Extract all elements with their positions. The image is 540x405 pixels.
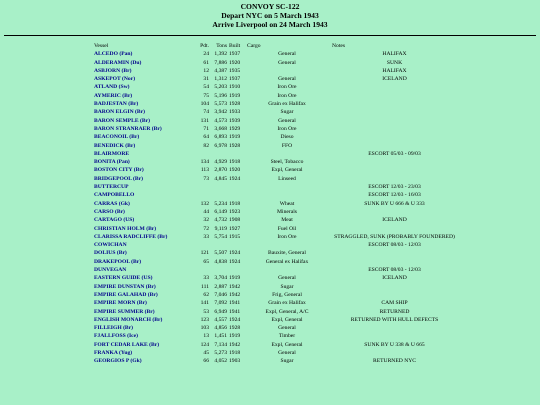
cell-pdt: 103 bbox=[200, 325, 209, 332]
cell-vessel: BADJESTAN (Br) bbox=[94, 101, 139, 108]
cell-pdt: 75 bbox=[203, 92, 209, 99]
cell-built: 1919 bbox=[229, 134, 241, 141]
cell-vessel: AYMERIC (Br) bbox=[94, 92, 133, 99]
cell-vessel: EMPIRE DUNSTAN (Br) bbox=[94, 283, 156, 290]
cell-vessel: EMPIRE MORN (Br) bbox=[94, 300, 147, 307]
table-row bbox=[0, 357, 462, 365]
table-row bbox=[0, 158, 462, 166]
cell-notes: HALIFAX bbox=[382, 51, 407, 58]
cell-pdt: 62 bbox=[203, 291, 209, 298]
cell-pdt: 104 bbox=[200, 101, 209, 108]
cell-pdt: 45 bbox=[203, 349, 209, 356]
cell-vessel: FORT CEDAR LAKE (Br) bbox=[94, 341, 160, 348]
cell-built: 1924 bbox=[229, 175, 241, 182]
cell-cargo: Iron Ore bbox=[277, 233, 297, 240]
cell-built: 1918 bbox=[229, 349, 241, 356]
table-row bbox=[0, 299, 462, 307]
col-pdt: Pdt. bbox=[200, 43, 209, 49]
cell-cargo: General bbox=[278, 51, 296, 58]
cell-tons: 7,134 bbox=[214, 341, 227, 348]
cell-built: 1939 bbox=[229, 117, 241, 124]
table-row bbox=[0, 150, 462, 158]
cell-notes: ESCORT 08/03 - 12/03 bbox=[368, 242, 421, 249]
cell-pdt: 121 bbox=[200, 250, 209, 257]
cell-vessel: CARSO (Br) bbox=[94, 208, 125, 215]
cell-vessel: DRAKEPOOL (Br) bbox=[94, 258, 142, 265]
cell-notes: ESCORT 08/03 - 12/03 bbox=[368, 267, 421, 274]
cell-pdt bbox=[188, 241, 210, 249]
cell-vessel: CARTAGO (US) bbox=[94, 217, 135, 224]
cell-pdt: 73 bbox=[203, 175, 209, 182]
table-row bbox=[0, 225, 462, 233]
cell-built: 1920 bbox=[229, 59, 241, 66]
cell-built: 1924 bbox=[229, 316, 241, 323]
cell-cargo: Dieso bbox=[280, 134, 294, 141]
cell-cargo: Linseed bbox=[278, 175, 296, 182]
cell-tons: 1,392 bbox=[214, 51, 227, 58]
table-row bbox=[0, 166, 462, 174]
cell-tons bbox=[210, 183, 228, 191]
cell-built: 1915 bbox=[229, 233, 241, 240]
cell-notes bbox=[327, 332, 462, 340]
col-notes: Notes bbox=[332, 43, 346, 49]
cell-tons bbox=[210, 150, 228, 158]
table-row bbox=[0, 341, 462, 349]
cell-cargo: Timber bbox=[278, 333, 296, 340]
cell-pdt: 141 bbox=[200, 300, 209, 307]
cell-notes bbox=[327, 133, 462, 141]
table-row bbox=[0, 59, 462, 67]
cell-vessel: BARON SEMPLE (Br) bbox=[94, 117, 150, 124]
cell-vessel: BOSTON CITY (Br) bbox=[94, 167, 144, 174]
cell-notes: ESCORT 12/03 - 16/03 bbox=[368, 192, 421, 199]
cell-notes bbox=[327, 283, 462, 291]
cell-vessel: BRIDGEPOOL (Br) bbox=[94, 175, 143, 182]
cell-pdt: 72 bbox=[203, 225, 209, 232]
cell-vessel: BARON STRANRAER (Br) bbox=[94, 125, 162, 132]
table-row bbox=[0, 108, 462, 116]
cell-notes: RETURNED bbox=[379, 308, 410, 315]
cell-built: 1929 bbox=[229, 125, 241, 132]
cell-notes: ESCORT 12/03 - 23/03 bbox=[368, 184, 421, 191]
cell-notes: ICELAND bbox=[382, 217, 407, 224]
cell-pdt bbox=[188, 150, 210, 158]
cell-built: 1924 bbox=[229, 258, 241, 265]
cell-cargo: General bbox=[278, 325, 296, 332]
cell-built: 1928 bbox=[229, 325, 241, 332]
table-row bbox=[0, 332, 462, 340]
cell-notes: ESCORT 05/03 - 09/03 bbox=[368, 150, 421, 157]
cell-notes bbox=[327, 258, 462, 266]
cell-tons: 7,092 bbox=[214, 300, 227, 307]
cell-tons: 4,387 bbox=[214, 67, 227, 74]
cell-pdt: 65 bbox=[203, 258, 209, 265]
cell-vessel: ENGLISH MONARCH (Br) bbox=[94, 316, 163, 323]
cell-built bbox=[228, 183, 247, 191]
cell-notes bbox=[327, 142, 462, 150]
cell-vessel: GEORGIOS P (Gk) bbox=[94, 358, 142, 365]
col-vessel: Vessel bbox=[94, 43, 109, 49]
cell-cargo: Sugar bbox=[280, 358, 294, 365]
cell-cargo: General bbox=[278, 275, 296, 282]
cell-pdt: 123 bbox=[200, 316, 209, 323]
table-row bbox=[0, 125, 462, 133]
table-row bbox=[0, 83, 462, 91]
cell-pdt: 33 bbox=[203, 233, 209, 240]
cell-cargo: Expl, General, A/C bbox=[265, 308, 309, 315]
cell-cargo: Expl, General bbox=[271, 167, 303, 174]
cell-built: 1942 bbox=[229, 283, 241, 290]
cell-cargo: General ex Halifax bbox=[265, 258, 309, 265]
table-row bbox=[0, 142, 462, 150]
cell-built: 1928 bbox=[229, 101, 241, 108]
cell-tons: 4,052 bbox=[214, 358, 227, 365]
cell-built: 1918 bbox=[229, 200, 241, 207]
cell-vessel: FRANKA (Yug) bbox=[94, 349, 133, 356]
cell-pdt: 74 bbox=[203, 109, 209, 116]
cell-built: 1910 bbox=[229, 84, 241, 91]
cell-vessel: CARRAS (Gk) bbox=[94, 200, 130, 207]
col-cargo: Cargo bbox=[247, 43, 261, 49]
cell-cargo: Bauxite, General bbox=[268, 250, 306, 257]
cell-pdt: 132 bbox=[200, 200, 209, 207]
table-row bbox=[0, 308, 462, 316]
depart-line: Depart NYC on 5 March 1943 bbox=[221, 10, 319, 20]
cell-vessel: BLAIRMORE bbox=[94, 150, 130, 157]
cell-notes bbox=[327, 108, 462, 116]
cell-tons: 4,856 bbox=[214, 325, 227, 332]
cell-notes bbox=[327, 225, 462, 233]
cell-tons: 2,887 bbox=[214, 283, 227, 290]
cell-tons: 9,119 bbox=[214, 225, 227, 232]
cell-tons: 7,046 bbox=[214, 291, 227, 298]
cell-cargo: Iron Ore bbox=[277, 92, 297, 99]
cell-notes bbox=[327, 83, 462, 91]
cell-built: 1918 bbox=[229, 159, 241, 166]
cell-vessel: EMPIRE GALAHAD (Br) bbox=[94, 291, 158, 298]
cell-vessel: CHRISTIAN HOLM (Br) bbox=[94, 225, 157, 232]
cell-notes: STRAGGLED, SUNK (PROBABLY FOUNDERED) bbox=[334, 233, 455, 240]
cell-built: 1924 bbox=[229, 250, 241, 257]
cell-notes bbox=[327, 117, 462, 125]
cell-tons: 6,149 bbox=[214, 208, 227, 215]
cell-tons: 5,273 bbox=[214, 349, 227, 356]
cell-vessel: ALDERAMIN (Du) bbox=[94, 59, 142, 66]
cell-tons: 5,234 bbox=[214, 200, 227, 207]
cell-cargo: Sugar bbox=[280, 109, 294, 116]
cell-cargo bbox=[247, 67, 327, 75]
cell-tons: 1,312 bbox=[214, 76, 227, 83]
table-row bbox=[0, 50, 462, 58]
cell-notes bbox=[327, 166, 462, 174]
cell-tons: 2,870 bbox=[214, 167, 227, 174]
cell-built: 1942 bbox=[229, 341, 241, 348]
cell-built bbox=[228, 150, 247, 158]
cell-tons: 1,451 bbox=[214, 333, 227, 340]
cell-built: 1928 bbox=[229, 142, 241, 149]
cell-vessel: BENEDICK (Br) bbox=[94, 142, 136, 149]
cell-vessel: ALCEDO (Pan) bbox=[94, 51, 133, 58]
cell-vessel: EMPIRE SUMMER (Br) bbox=[94, 308, 155, 315]
cell-notes: SUNK bbox=[386, 59, 403, 66]
cell-pdt: 71 bbox=[203, 125, 209, 132]
cell-vessel: DOLIUS (Br) bbox=[94, 250, 127, 257]
convoy-table bbox=[0, 42, 462, 366]
table-header-row bbox=[0, 42, 462, 50]
table-row bbox=[0, 67, 462, 75]
cell-tons: 3,704 bbox=[214, 275, 227, 282]
cell-vessel: BUTTERCUP bbox=[94, 184, 129, 191]
cell-vessel: ASKEPOT (Nor) bbox=[94, 76, 136, 83]
cell-built: 1935 bbox=[229, 67, 241, 74]
cell-notes: ICELAND bbox=[382, 275, 407, 282]
cell-cargo: Expl, General bbox=[271, 341, 303, 348]
arrive-line: Arrive Liverpool on 24 March 1943 bbox=[212, 19, 328, 29]
cell-cargo: Iron Ore bbox=[277, 84, 297, 91]
cell-vessel: BONITA (Pan) bbox=[94, 159, 130, 166]
table-row bbox=[0, 75, 462, 83]
cell-built: 1941 bbox=[229, 308, 241, 315]
cell-built: 1937 bbox=[229, 76, 241, 83]
cell-built bbox=[228, 266, 247, 274]
cell-cargo: Grain ex Halifax bbox=[268, 101, 306, 108]
cell-built: 1933 bbox=[229, 109, 241, 116]
table-row bbox=[0, 183, 462, 191]
cell-cargo bbox=[247, 150, 327, 158]
cell-built: 1941 bbox=[229, 300, 241, 307]
table-row bbox=[0, 233, 462, 241]
table-row bbox=[0, 349, 462, 357]
table-row bbox=[0, 216, 462, 224]
cell-vessel: ASBJORN (Br) bbox=[94, 67, 132, 74]
cell-vessel: CAMPOBELLO bbox=[94, 192, 135, 199]
col-built: Built bbox=[229, 43, 241, 49]
cell-tons: 4,573 bbox=[214, 117, 227, 124]
cell-tons bbox=[210, 266, 228, 274]
cell-tons: 5,507 bbox=[214, 250, 227, 257]
cell-tons: 5,196 bbox=[214, 92, 227, 99]
cell-tons: 5,573 bbox=[214, 101, 227, 108]
cell-tons bbox=[210, 191, 228, 199]
cell-pdt bbox=[188, 183, 210, 191]
table-row bbox=[0, 241, 462, 249]
table-row bbox=[0, 191, 462, 199]
table-row bbox=[0, 200, 462, 208]
cell-cargo: Sugar bbox=[280, 283, 294, 290]
cell-pdt: 44 bbox=[203, 208, 209, 215]
cell-tons bbox=[210, 241, 228, 249]
cell-notes: HALIFAX bbox=[382, 67, 407, 74]
table-row bbox=[0, 283, 462, 291]
cell-tons: 6,893 bbox=[214, 134, 227, 141]
cell-built: 1919 bbox=[229, 333, 241, 340]
cell-built: 1903 bbox=[229, 358, 241, 365]
cell-pdt: 53 bbox=[203, 308, 209, 315]
cell-vessel: BEACONOIL (Br) bbox=[94, 134, 140, 141]
cell-tons: 4,557 bbox=[214, 316, 227, 323]
cell-cargo bbox=[247, 183, 327, 191]
cell-built: 1908 bbox=[229, 217, 241, 224]
cell-pdt: 124 bbox=[200, 341, 209, 348]
cell-tons: 5,754 bbox=[214, 233, 227, 240]
cell-pdt: 134 bbox=[200, 159, 209, 166]
cell-pdt: 64 bbox=[203, 134, 209, 141]
cell-notes bbox=[327, 125, 462, 133]
cell-tons: 4,929 bbox=[214, 159, 227, 166]
table-row bbox=[0, 274, 462, 282]
cell-tons: 6,949 bbox=[214, 308, 227, 315]
cell-pdt: 32 bbox=[203, 217, 209, 224]
cell-notes: ICELAND bbox=[382, 76, 407, 83]
col-tons: Tons bbox=[216, 43, 227, 49]
cell-cargo: Expl, General bbox=[271, 316, 303, 323]
cell-pdt bbox=[188, 266, 210, 274]
table-row bbox=[0, 316, 462, 324]
cell-pdt: 82 bbox=[203, 142, 209, 149]
cell-cargo: FFO bbox=[281, 142, 293, 149]
cell-vessel: DUNVEGAN bbox=[94, 267, 127, 274]
table-row bbox=[0, 100, 462, 108]
cell-cargo bbox=[247, 191, 327, 199]
cell-notes bbox=[327, 349, 462, 357]
cell-cargo: Fuel Oil bbox=[277, 225, 297, 232]
cell-pdt bbox=[188, 191, 210, 199]
cell-vessel: CLARISSA RADCLIFFE (Br) bbox=[94, 233, 168, 240]
cell-pdt: 24 bbox=[203, 51, 209, 58]
table-row bbox=[0, 133, 462, 141]
convoy-header bbox=[0, 0, 540, 29]
cell-built: 1919 bbox=[229, 92, 241, 99]
cell-tons: 5,203 bbox=[214, 84, 227, 91]
cell-notes bbox=[327, 291, 462, 299]
cell-tons: 3,942 bbox=[214, 109, 227, 116]
cell-cargo: General bbox=[278, 59, 296, 66]
cell-built: 1937 bbox=[229, 51, 241, 58]
cell-vessel: ATLAND (Sw) bbox=[94, 84, 130, 91]
cell-built bbox=[228, 241, 247, 249]
cell-pdt: 61 bbox=[203, 59, 209, 66]
cell-pdt: 12 bbox=[203, 67, 209, 74]
cell-vessel: FILLEIGH (Br) bbox=[94, 325, 134, 332]
cell-tons: 4,732 bbox=[214, 217, 227, 224]
table-row bbox=[0, 117, 462, 125]
cell-pdt: 66 bbox=[203, 358, 209, 365]
table-row bbox=[0, 175, 462, 183]
cell-tons: 7,886 bbox=[214, 59, 227, 66]
cell-tons: 3,668 bbox=[214, 125, 227, 132]
convoy-title: CONVOY SC-122 bbox=[240, 2, 300, 11]
cell-tons: 6,978 bbox=[214, 142, 227, 149]
cell-cargo: General bbox=[278, 349, 296, 356]
cell-cargo: Wheat bbox=[279, 200, 295, 207]
cell-built: 1942 bbox=[229, 291, 241, 298]
cell-notes bbox=[327, 249, 462, 257]
table-row bbox=[0, 249, 462, 257]
header-divider bbox=[4, 35, 536, 36]
cell-notes bbox=[327, 92, 462, 100]
cell-cargo: Meat bbox=[281, 217, 293, 224]
cell-cargo: Frig, General bbox=[272, 291, 302, 298]
cell-cargo: Steel, Tobacco bbox=[270, 159, 304, 166]
cell-notes bbox=[327, 158, 462, 166]
cell-notes: SUNK BY U 338 & U 665 bbox=[364, 341, 425, 348]
table-row bbox=[0, 324, 462, 332]
cell-cargo bbox=[247, 266, 327, 274]
table-row bbox=[0, 291, 462, 299]
cell-pdt: 113 bbox=[200, 167, 209, 174]
cell-tons: 4,845 bbox=[214, 175, 227, 182]
table-row bbox=[0, 258, 462, 266]
cell-vessel: COWICHAN bbox=[94, 242, 127, 249]
cell-notes bbox=[327, 175, 462, 183]
cell-tons: 4,838 bbox=[214, 258, 227, 265]
cell-pdt: 33 bbox=[203, 275, 209, 282]
cell-pdt: 13 bbox=[203, 333, 209, 340]
cell-built: 1923 bbox=[229, 208, 241, 215]
cell-notes: RETURNED NYC bbox=[372, 358, 417, 365]
cell-vessel: EASTERN GUIDE (US) bbox=[94, 275, 153, 282]
cell-cargo bbox=[247, 241, 327, 249]
cell-built: 1919 bbox=[229, 275, 241, 282]
cell-cargo: Minerals bbox=[277, 208, 297, 215]
table-row bbox=[0, 208, 462, 216]
cell-notes: CAM SHIP bbox=[381, 300, 408, 307]
cell-pdt: 131 bbox=[200, 117, 209, 124]
cell-built: 1927 bbox=[229, 225, 241, 232]
cell-cargo: Grain ex Halifax bbox=[268, 300, 306, 307]
table-row bbox=[0, 92, 462, 100]
cell-notes bbox=[327, 208, 462, 216]
cell-vessel: BARON ELGIN (Br) bbox=[94, 109, 145, 116]
cell-pdt: 111 bbox=[201, 283, 209, 290]
cell-notes bbox=[327, 324, 462, 332]
cell-notes: SUNK BY U 666 & U 333 bbox=[364, 200, 425, 207]
cell-cargo: Iron Ore bbox=[277, 125, 297, 132]
cell-cargo: General bbox=[278, 76, 296, 83]
cell-notes: RETURNED WITH HULL DEFECTS bbox=[350, 316, 439, 323]
cell-cargo: General bbox=[278, 117, 296, 124]
cell-built: 1920 bbox=[229, 167, 241, 174]
cell-vessel: FJALLFOSS (Ice) bbox=[94, 333, 138, 340]
cell-pdt: 31 bbox=[203, 76, 209, 83]
cell-notes bbox=[327, 100, 462, 108]
cell-built bbox=[228, 191, 247, 199]
table-row bbox=[0, 266, 462, 274]
cell-pdt: 54 bbox=[203, 84, 209, 91]
